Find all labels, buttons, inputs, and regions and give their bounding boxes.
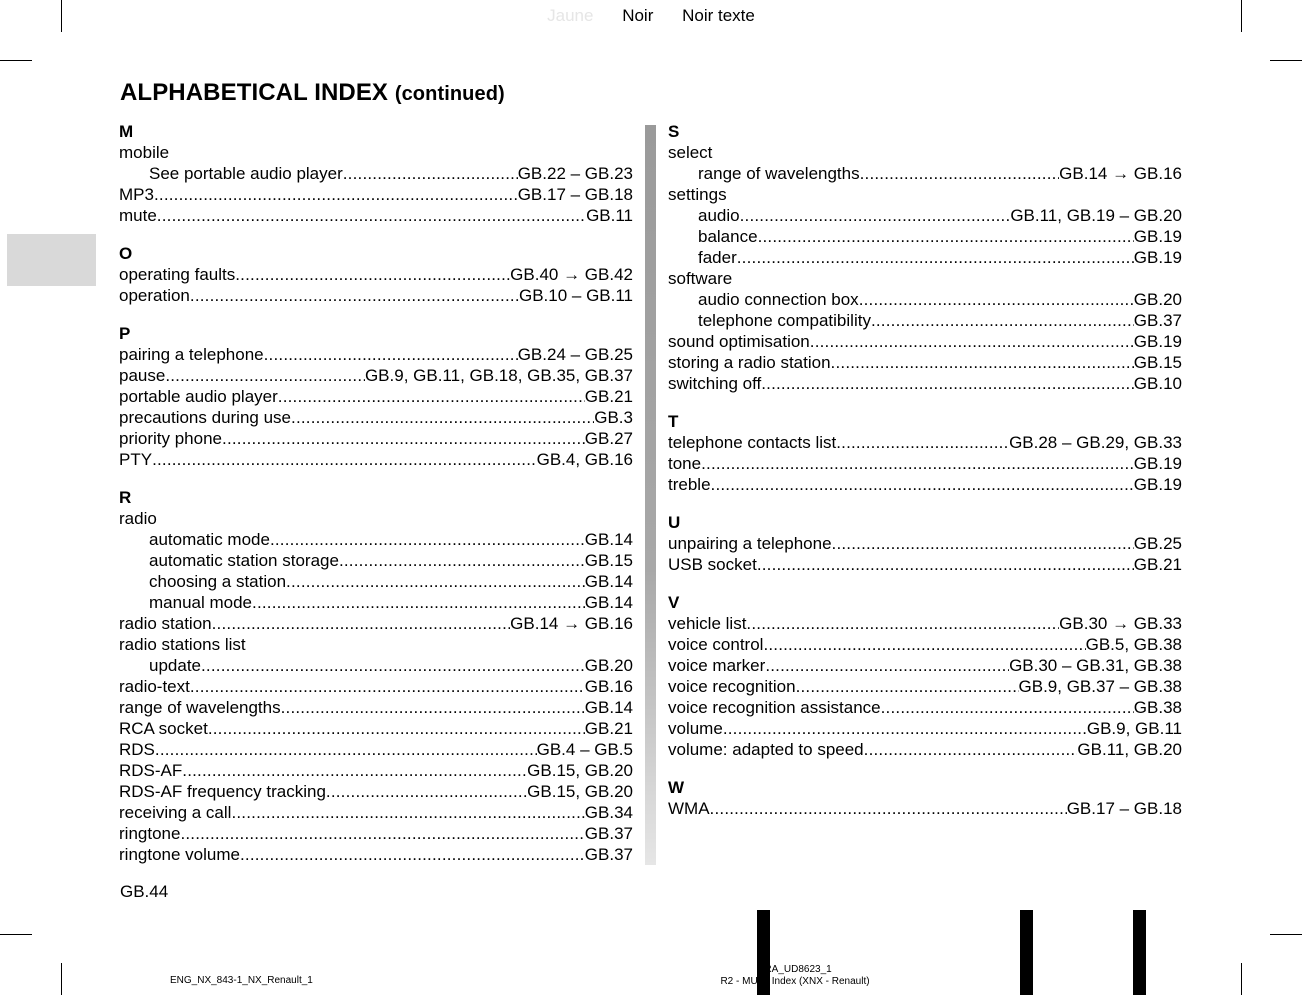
- dot-leader: [831, 352, 1134, 373]
- index-section: [119, 243, 633, 306]
- index-entry: [668, 226, 1182, 247]
- dot-leader: [208, 718, 585, 739]
- index-entry: [119, 802, 633, 823]
- section-letter: T: [668, 412, 679, 431]
- dot-leader: [157, 205, 586, 226]
- entry-page-ref: GB.19: [1133, 248, 1182, 267]
- entry-term: mute: [119, 206, 157, 225]
- entry-term: priority phone: [119, 429, 223, 448]
- index-entry: [668, 247, 1182, 268]
- entry-page-ref: GB.15, GB.20: [527, 761, 633, 780]
- dot-leader: [339, 550, 585, 571]
- footer-reference: [695, 964, 895, 988]
- entry-term: voice recognition assistance: [668, 698, 881, 717]
- entry-term: pause: [119, 366, 166, 385]
- index-entry: [119, 285, 633, 306]
- crop-mark: [0, 60, 32, 61]
- index-entry: [119, 781, 633, 802]
- dot-leader: [864, 739, 1078, 760]
- crop-mark: [1270, 934, 1302, 935]
- entry-term: balance: [698, 227, 758, 246]
- entry-page-ref: GB.14 → GB.16: [510, 614, 633, 633]
- entry-term: audio: [698, 206, 740, 225]
- dot-leader: [832, 533, 1134, 554]
- index-entry: [119, 592, 633, 613]
- index-entry: [119, 760, 633, 781]
- page-number: GB.44: [120, 882, 169, 901]
- index-entry: [119, 449, 633, 470]
- title-suffix: (continued): [394, 83, 505, 105]
- entry-page-ref: GB.37: [584, 824, 633, 843]
- entry-term: radio: [119, 509, 157, 528]
- entry-page-ref: GB.21: [584, 387, 633, 406]
- dot-leader: [190, 676, 585, 697]
- section-letter: M: [119, 122, 134, 141]
- index-entry: [668, 798, 1182, 819]
- entry-page-ref: GB.14: [584, 572, 633, 591]
- index-entry: [668, 474, 1182, 495]
- dot-leader: [152, 449, 537, 470]
- entry-term: software: [668, 269, 733, 288]
- index-section: [668, 121, 1182, 394]
- dot-leader: [154, 184, 518, 205]
- entry-page-ref: GB.25: [1133, 534, 1182, 553]
- dot-leader: [737, 247, 1134, 268]
- index-heading: [668, 184, 1182, 205]
- dot-leader: [871, 310, 1134, 331]
- entry-term: telephone compatibility: [698, 311, 871, 330]
- index-column-right: [668, 121, 1182, 836]
- index-section: [119, 121, 633, 226]
- footer-ref-line-1: FRA_UD8623_1: [758, 964, 832, 975]
- entry-term: range of wavelengths: [119, 698, 281, 717]
- index-entry: [119, 697, 633, 718]
- title-main: ALPHABETICAL INDEX: [120, 79, 389, 106]
- dot-leader: [281, 697, 585, 718]
- dot-leader: [711, 474, 1134, 495]
- entry-term: radio stations list: [119, 635, 246, 654]
- index-heading: [119, 634, 633, 655]
- index-entry: [668, 554, 1182, 575]
- dot-leader: [201, 655, 585, 676]
- entry-term: operation: [119, 286, 190, 305]
- entry-term: receiving a call: [119, 803, 232, 822]
- entry-page-ref: GB.10: [1133, 374, 1182, 393]
- entry-page-ref: GB.15: [1133, 353, 1182, 372]
- index-entry: [119, 844, 633, 865]
- index-entry: [668, 613, 1182, 634]
- dot-leader: [796, 676, 1019, 697]
- entry-term: unpairing a telephone: [668, 534, 832, 553]
- entry-term: treble: [668, 475, 711, 494]
- index-entry: [119, 550, 633, 571]
- dot-leader: [155, 739, 537, 760]
- index-heading: [668, 268, 1182, 289]
- entry-page-ref: GB.19: [1133, 227, 1182, 246]
- dot-leader: [326, 781, 527, 802]
- entry-page-ref: GB.19: [1133, 454, 1182, 473]
- entry-page-ref: GB.14: [584, 698, 633, 717]
- entry-page-ref: GB.9, GB.11: [1086, 719, 1182, 738]
- section-letter: V: [668, 593, 680, 612]
- entry-term: operating faults: [119, 265, 236, 284]
- entry-page-ref: GB.38: [1133, 698, 1182, 717]
- column-divider: [645, 125, 656, 865]
- footer-ref-line-2: R2 - MUL - Index (XNX - Renault): [720, 976, 870, 987]
- entry-page-ref: GB.37: [1133, 311, 1182, 330]
- dot-leader: [286, 571, 585, 592]
- index-entry: [119, 739, 633, 760]
- dot-leader: [278, 386, 585, 407]
- entry-term: precautions during use: [119, 408, 292, 427]
- dot-leader: [270, 529, 585, 550]
- color-mark-jaune: Jaune: [547, 6, 594, 25]
- crop-mark: [61, 963, 62, 995]
- section-letter: O: [119, 244, 133, 263]
- entry-term: radio station: [119, 614, 212, 633]
- index-entry: [119, 571, 633, 592]
- index-entry: [668, 533, 1182, 554]
- section-letter: P: [119, 324, 131, 343]
- entry-term: tone: [668, 454, 702, 473]
- entry-page-ref: GB.9, GB.37 – GB.38: [1018, 677, 1182, 696]
- entry-term: fader: [698, 248, 737, 267]
- crop-mark: [1270, 60, 1302, 61]
- index-entry: [668, 373, 1182, 394]
- entry-page-ref: GB.19: [1133, 332, 1182, 351]
- entry-page-ref: GB.20: [584, 656, 633, 675]
- entry-page-ref: GB.9, GB.11, GB.18, GB.35, GB.37: [364, 366, 633, 385]
- index-entry: [119, 407, 633, 428]
- index-section: [668, 592, 1182, 760]
- registration-bar: [1133, 910, 1146, 995]
- section-letter: W: [668, 778, 685, 797]
- dot-leader: [881, 697, 1134, 718]
- index-entry: [668, 310, 1182, 331]
- registration-bar: [1020, 910, 1033, 995]
- entry-page-ref: GB.16: [584, 677, 633, 696]
- dot-leader: [763, 634, 1085, 655]
- dot-leader: [240, 844, 585, 865]
- entry-term: ringtone: [119, 824, 181, 843]
- entry-page-ref: GB.3: [594, 408, 633, 427]
- entry-term: RCA socket: [119, 719, 208, 738]
- section-letter: R: [119, 488, 132, 507]
- entry-page-ref: GB.14: [584, 530, 633, 549]
- entry-page-ref: GB.5, GB.38: [1085, 635, 1182, 654]
- page-title: [120, 79, 505, 107]
- entry-term: See portable audio player: [149, 164, 343, 183]
- entry-term: storing a radio station: [668, 353, 831, 372]
- entry-page-ref: GB.40 → GB.42: [510, 265, 633, 284]
- entry-term: manual mode: [149, 593, 253, 612]
- entry-page-ref: GB.27: [584, 429, 633, 448]
- entry-term: choosing a station: [149, 572, 287, 591]
- dot-leader: [765, 655, 1009, 676]
- entry-term: radio-text: [119, 677, 190, 696]
- index-entry: [668, 289, 1182, 310]
- entry-term: select: [668, 143, 713, 162]
- entry-page-ref: GB.10 – GB.11: [518, 286, 633, 305]
- dot-leader: [757, 554, 1134, 575]
- entry-term: RDS-AF: [119, 761, 183, 780]
- index-entry: [119, 655, 633, 676]
- index-entry: [668, 655, 1182, 676]
- entry-term: range of wavelengths: [698, 164, 860, 183]
- index-entry: [119, 676, 633, 697]
- entry-page-ref: GB.28 – GB.29, GB.33: [1009, 433, 1182, 452]
- entry-term: ringtone volume: [119, 845, 240, 864]
- index-entry: [668, 634, 1182, 655]
- entry-term: telephone contacts list: [668, 433, 837, 452]
- index-entry: [119, 205, 633, 226]
- entry-page-ref: GB.14: [584, 593, 633, 612]
- entry-page-ref: GB.22 – GB.23: [517, 164, 633, 183]
- entry-page-ref: GB.30 → GB.33: [1059, 614, 1182, 633]
- crop-mark: [0, 934, 32, 935]
- index-entry: [119, 163, 633, 184]
- index-entry: [119, 344, 633, 365]
- entry-page-ref: GB.15, GB.20: [527, 782, 633, 801]
- entry-term: USB socket: [668, 555, 757, 574]
- index-entry: [119, 365, 633, 386]
- index-heading: [119, 508, 633, 529]
- dot-leader: [740, 205, 1011, 226]
- footer-doc-code: ENG_NX_843-1_NX_Renault_1: [170, 975, 313, 986]
- dot-leader: [182, 760, 527, 781]
- color-separation-marks: [0, 6, 1302, 26]
- index-section: [119, 323, 633, 470]
- index-entry: [119, 823, 633, 844]
- dot-leader: [859, 289, 1134, 310]
- index-entry: [668, 352, 1182, 373]
- index-entry: [119, 386, 633, 407]
- index-entry: [668, 718, 1182, 739]
- index-heading: [668, 142, 1182, 163]
- index-entry: [668, 676, 1182, 697]
- entry-term: switching off: [668, 374, 762, 393]
- entry-page-ref: GB.11, GB.19 – GB.20: [1010, 206, 1182, 225]
- entry-term: vehicle list: [668, 614, 747, 633]
- entry-term: settings: [668, 185, 727, 204]
- index-section: [119, 487, 633, 865]
- entry-page-ref: GB.34: [584, 803, 633, 822]
- index-entry: [668, 163, 1182, 184]
- index-entry: [119, 529, 633, 550]
- entry-term: mobile: [119, 143, 170, 162]
- entry-page-ref: GB.20: [1133, 290, 1182, 309]
- dot-leader: [235, 264, 510, 285]
- dot-leader: [252, 592, 585, 613]
- dot-leader: [190, 285, 519, 306]
- index-section: [668, 512, 1182, 575]
- dot-leader: [180, 823, 584, 844]
- entry-term: audio connection box: [698, 290, 859, 309]
- crop-mark: [1241, 963, 1242, 995]
- entry-term: RDS-AF frequency tracking: [119, 782, 326, 801]
- entry-term: sound optimisation: [668, 332, 810, 351]
- dot-leader: [758, 226, 1134, 247]
- index-section: [668, 777, 1182, 819]
- entry-page-ref: GB.30 – GB.31, GB.38: [1009, 656, 1182, 675]
- entry-term: WMA: [668, 799, 710, 818]
- entry-term: RDS: [119, 740, 155, 759]
- dot-leader: [343, 163, 518, 184]
- dot-leader: [860, 163, 1060, 184]
- dot-leader: [746, 613, 1059, 634]
- index-entry: [668, 739, 1182, 760]
- entry-term: update: [149, 656, 201, 675]
- index-entry: [119, 264, 633, 285]
- index-entry: [119, 718, 633, 739]
- dot-leader: [231, 802, 584, 823]
- index-section: [668, 411, 1182, 495]
- entry-page-ref: GB.4, GB.16: [536, 450, 633, 469]
- entry-term: voice marker: [668, 656, 766, 675]
- entry-term: volume: adapted to speed: [668, 740, 864, 759]
- dot-leader: [810, 331, 1134, 352]
- entry-page-ref: GB.24 – GB.25: [517, 345, 633, 364]
- entry-term: automatic station storage: [149, 551, 339, 570]
- index-entry: [119, 428, 633, 449]
- side-thumb-tab: [7, 234, 96, 286]
- entry-page-ref: GB.4 – GB.5: [536, 740, 633, 759]
- dot-leader: [291, 407, 594, 428]
- dot-leader: [264, 344, 518, 365]
- entry-page-ref: GB.19: [1133, 475, 1182, 494]
- entry-term: automatic mode: [149, 530, 270, 549]
- entry-page-ref: GB.17 – GB.18: [1066, 799, 1182, 818]
- entry-page-ref: GB.21: [1133, 555, 1182, 574]
- index-column-left: [119, 121, 633, 882]
- dot-leader: [701, 453, 1134, 474]
- color-mark-noir: Noir: [622, 6, 654, 25]
- entry-term: voice control: [668, 635, 764, 654]
- dot-leader: [723, 718, 1087, 739]
- index-entry: [668, 331, 1182, 352]
- section-letter: S: [668, 122, 680, 141]
- dot-leader: [710, 798, 1067, 819]
- dot-leader: [761, 373, 1134, 394]
- dot-leader: [165, 365, 365, 386]
- entry-page-ref: GB.14 → GB.16: [1059, 164, 1182, 183]
- entry-page-ref: GB.15: [584, 551, 633, 570]
- entry-page-ref: GB.37: [584, 845, 633, 864]
- entry-page-ref: GB.11: [586, 206, 633, 225]
- color-mark-noir-texte: Noir texte: [682, 6, 755, 25]
- index-heading: [119, 142, 633, 163]
- dot-leader: [212, 613, 511, 634]
- index-entry: [668, 453, 1182, 474]
- entry-term: MP3: [119, 185, 154, 204]
- entry-page-ref: GB.11, GB.20: [1077, 740, 1182, 759]
- entry-term: voice recognition: [668, 677, 796, 696]
- index-entry: [119, 613, 633, 634]
- entry-page-ref: GB.21: [584, 719, 633, 738]
- dot-leader: [836, 432, 1009, 453]
- index-entry: [668, 697, 1182, 718]
- entry-term: PTY: [119, 450, 153, 469]
- section-letter: U: [668, 513, 681, 532]
- index-entry: [668, 205, 1182, 226]
- index-entry: [668, 432, 1182, 453]
- index-entry: [119, 184, 633, 205]
- entry-term: pairing a telephone: [119, 345, 264, 364]
- entry-term: volume: [668, 719, 723, 738]
- dot-leader: [222, 428, 585, 449]
- entry-page-ref: GB.17 – GB.18: [517, 185, 633, 204]
- entry-term: portable audio player: [119, 387, 278, 406]
